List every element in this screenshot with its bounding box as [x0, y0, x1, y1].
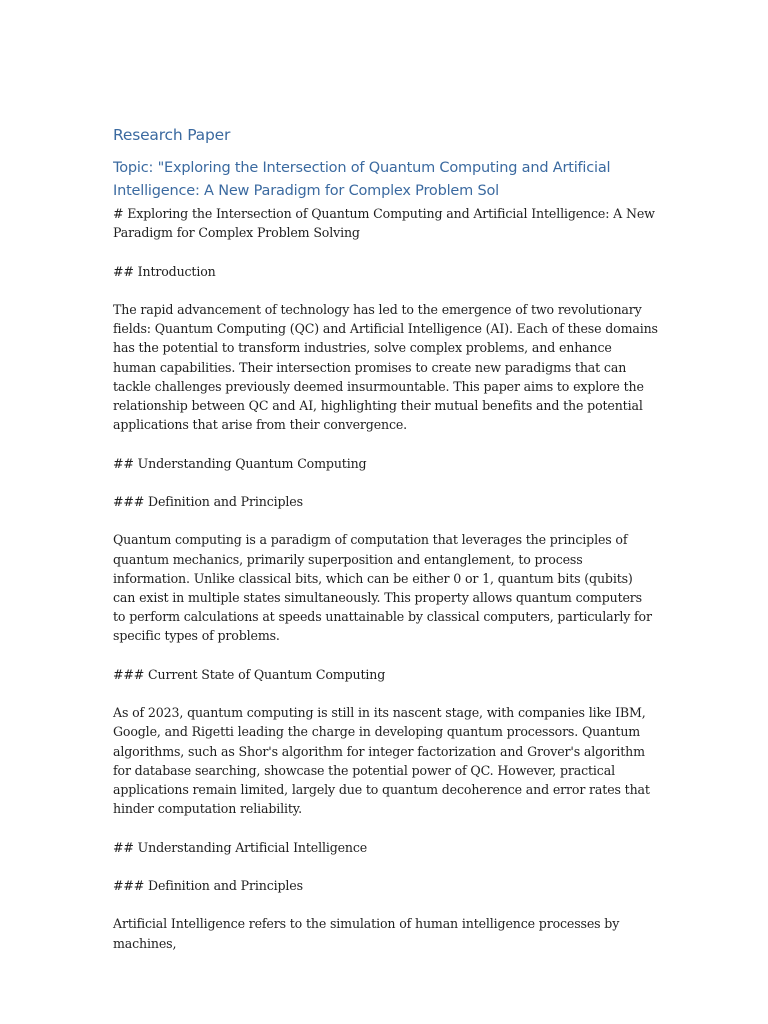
subsection-heading-qc-definition: ### Definition and Principles	[113, 493, 303, 509]
subsection-heading-ai-definition: ### Definition and Principles	[113, 877, 303, 893]
ai-definition-paragraph: Artificial Intelligence refers to the simulation of human intelligence processes by machines,	[113, 916, 620, 951]
qc-current-state-paragraph: As of 2023, quantum computing is still in its nascent stage, with companies like IBM, Google, and Rigetti leading the charge in developing quantum processors. Quantum algorithms, such as Shor's algorithm for integer factorization and Grover's algorithm for database searching, showcase the potential power of QC. However, practical applications remain limited, largely due to quantum decoherence and error rates that hinder computation reliability.	[113, 705, 650, 817]
qc-definition-paragraph: Quantum computing is a paradigm of computation that leverages the principles of quantum mechanics, primarily superposition and entanglement, to process information. Unlike classical bits, which can be either 0 or 1, quantum bits (qubits) can exist in multiple states simultaneously. This property allows quantum computers to perform calculations at speeds unattainable by classical computers, particularly for specific types of problems.	[113, 532, 652, 644]
document-title: Research Paper	[113, 126, 231, 144]
subsection-heading-qc-current-state: ### Current State of Quantum Computing	[113, 666, 386, 682]
section-heading-quantum-computing: ## Understanding Quantum Computing	[113, 455, 367, 471]
markdown-title-paragraph: # Exploring the Intersection of Quantum Computing and Artificial Intelligence: A New Paradigm for Complex Problem Solving	[113, 206, 655, 241]
topic-heading-line-1: Topic: "Exploring the Intersection of Quantum Computing and Artificial	[113, 160, 611, 176]
introduction-paragraph: The rapid advancement of technology has led to the emergence of two revolutionary fields: Quantum Computing (QC) and Artificial Intelligence (AI). Each of these domains has the potential to transform industries, solve complex problems, and enhance human capabilities. Their intersection promises to create new paradigms that can tackle challenges previously deemed insurmountable. This paper aims to explore the relationship between QC and AI, highlighting their mutual benefits and the potential applications that arise from their convergence.	[113, 301, 658, 433]
section-heading-artificial-intelligence: ## Understanding Artificial Intelligence	[113, 839, 368, 855]
document-page	[113, 122, 658, 972]
topic-heading	[113, 157, 658, 203]
topic-heading-line-2: Intelligence: A New Paradigm for Complex Problem Sol	[113, 183, 499, 199]
section-heading-introduction: ## Introduction	[113, 263, 216, 279]
